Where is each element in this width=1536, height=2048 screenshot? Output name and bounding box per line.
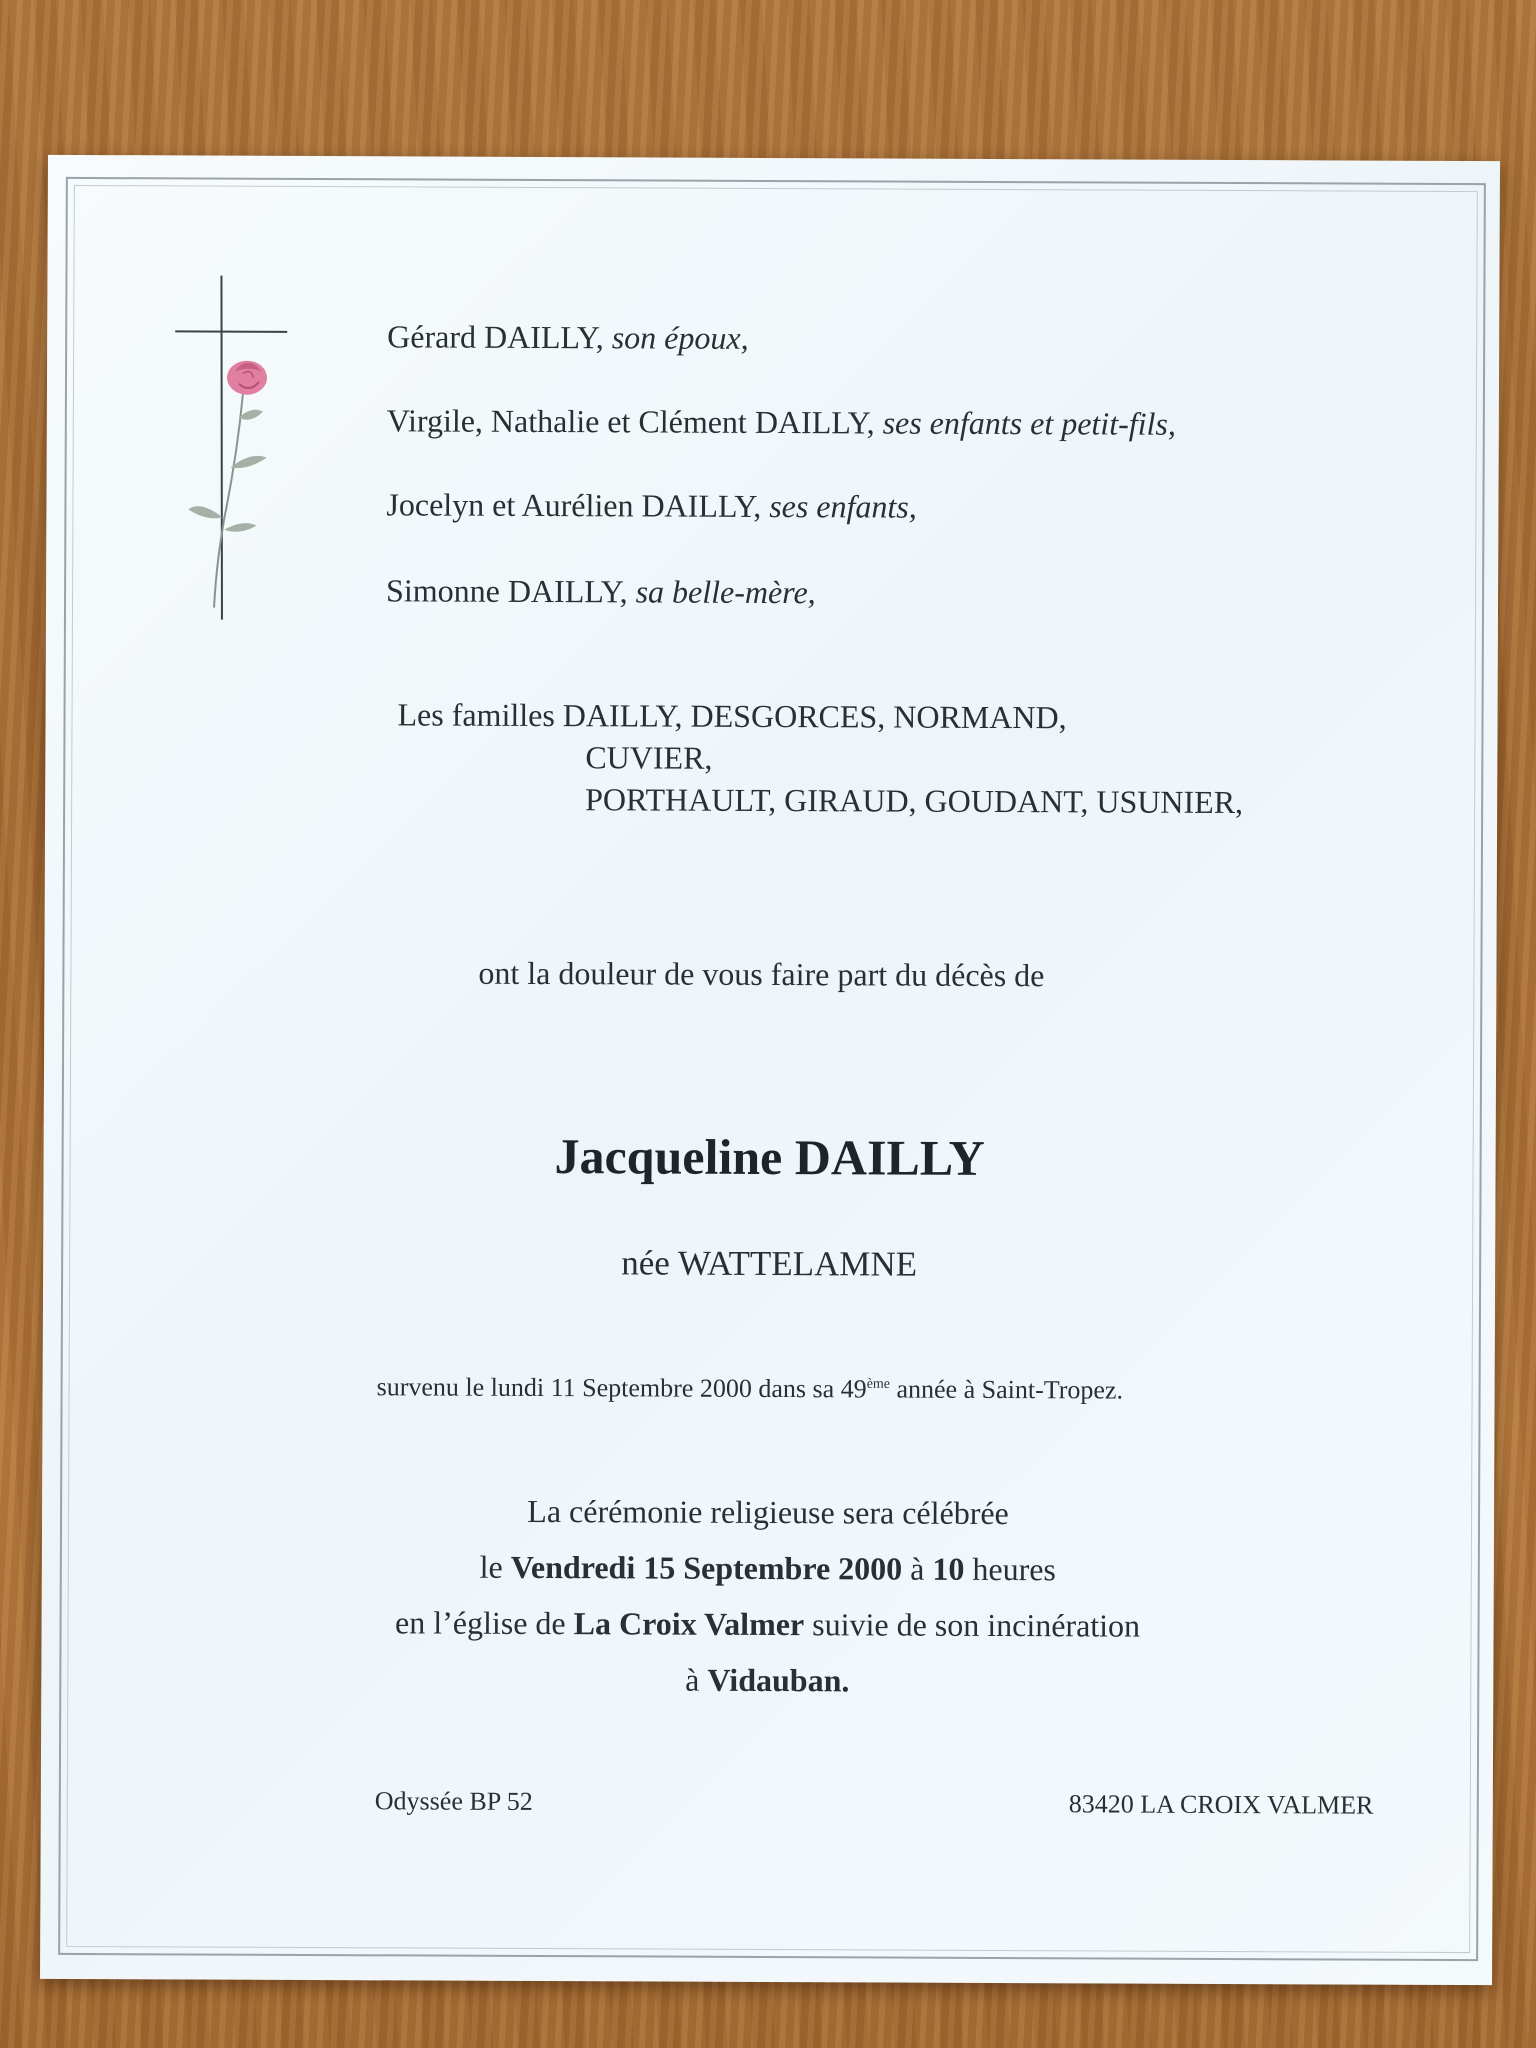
families-line-3: PORTHAULT, GIRAUD, GOUDANT, USUNIER, <box>585 781 1244 821</box>
ceremony-line-4: à Vidauban. <box>685 1661 850 1699</box>
deceased-name: Jacqueline DAILLY <box>554 1128 985 1186</box>
ceremony-line-1: La cérémonie religieuse sera célébrée <box>527 1492 1009 1532</box>
announcement-text: ont la douleur de vous faire part du décès de <box>478 954 1045 994</box>
ceremony-line-2: le Vendredi 15 Septembre 2000 à 10 heures <box>479 1548 1057 1588</box>
children-role: ses enfants et petit-fils, <box>882 404 1176 442</box>
family-line-children-2 <box>386 486 916 525</box>
ceremony-line-3: en l’église de La Croix Valmer suivie de son incinération <box>394 1604 1141 1644</box>
spouse-name: Gérard DAILLY, <box>387 318 604 356</box>
maiden-name: née WATTELAMNE <box>621 1243 918 1284</box>
footer-address-right: 83420 LA CROIX VALMER <box>1068 1789 1374 1820</box>
family-line-mother-in-law <box>386 572 816 611</box>
footer-address-left: Odyssée BP 52 <box>374 1786 533 1816</box>
death-details: survenu le lundi 11 Septembre 2000 dans sa 49ème année à Saint-Tropez. <box>376 1372 1124 1405</box>
family-line-children <box>387 402 1176 442</box>
obituary-card <box>40 155 1500 1985</box>
spouse-role: son époux, <box>611 319 749 356</box>
cross-with-rose-icon <box>154 267 296 628</box>
mother-in-law-role: sa belle-mère, <box>635 573 816 611</box>
families-line-1: Les familles DAILLY, DESGORCES, NORMAND, <box>397 696 1067 736</box>
children-names-2: Jocelyn et Aurélien DAILLY, <box>386 486 762 524</box>
family-line-spouse <box>387 318 749 357</box>
families-line-2: CUVIER, <box>585 739 713 776</box>
mother-in-law-name: Simonne DAILLY, <box>386 572 628 610</box>
children-names: Virgile, Nathalie et Clément DAILLY, <box>386 402 875 441</box>
children-role-2: ses enfants, <box>769 487 917 525</box>
